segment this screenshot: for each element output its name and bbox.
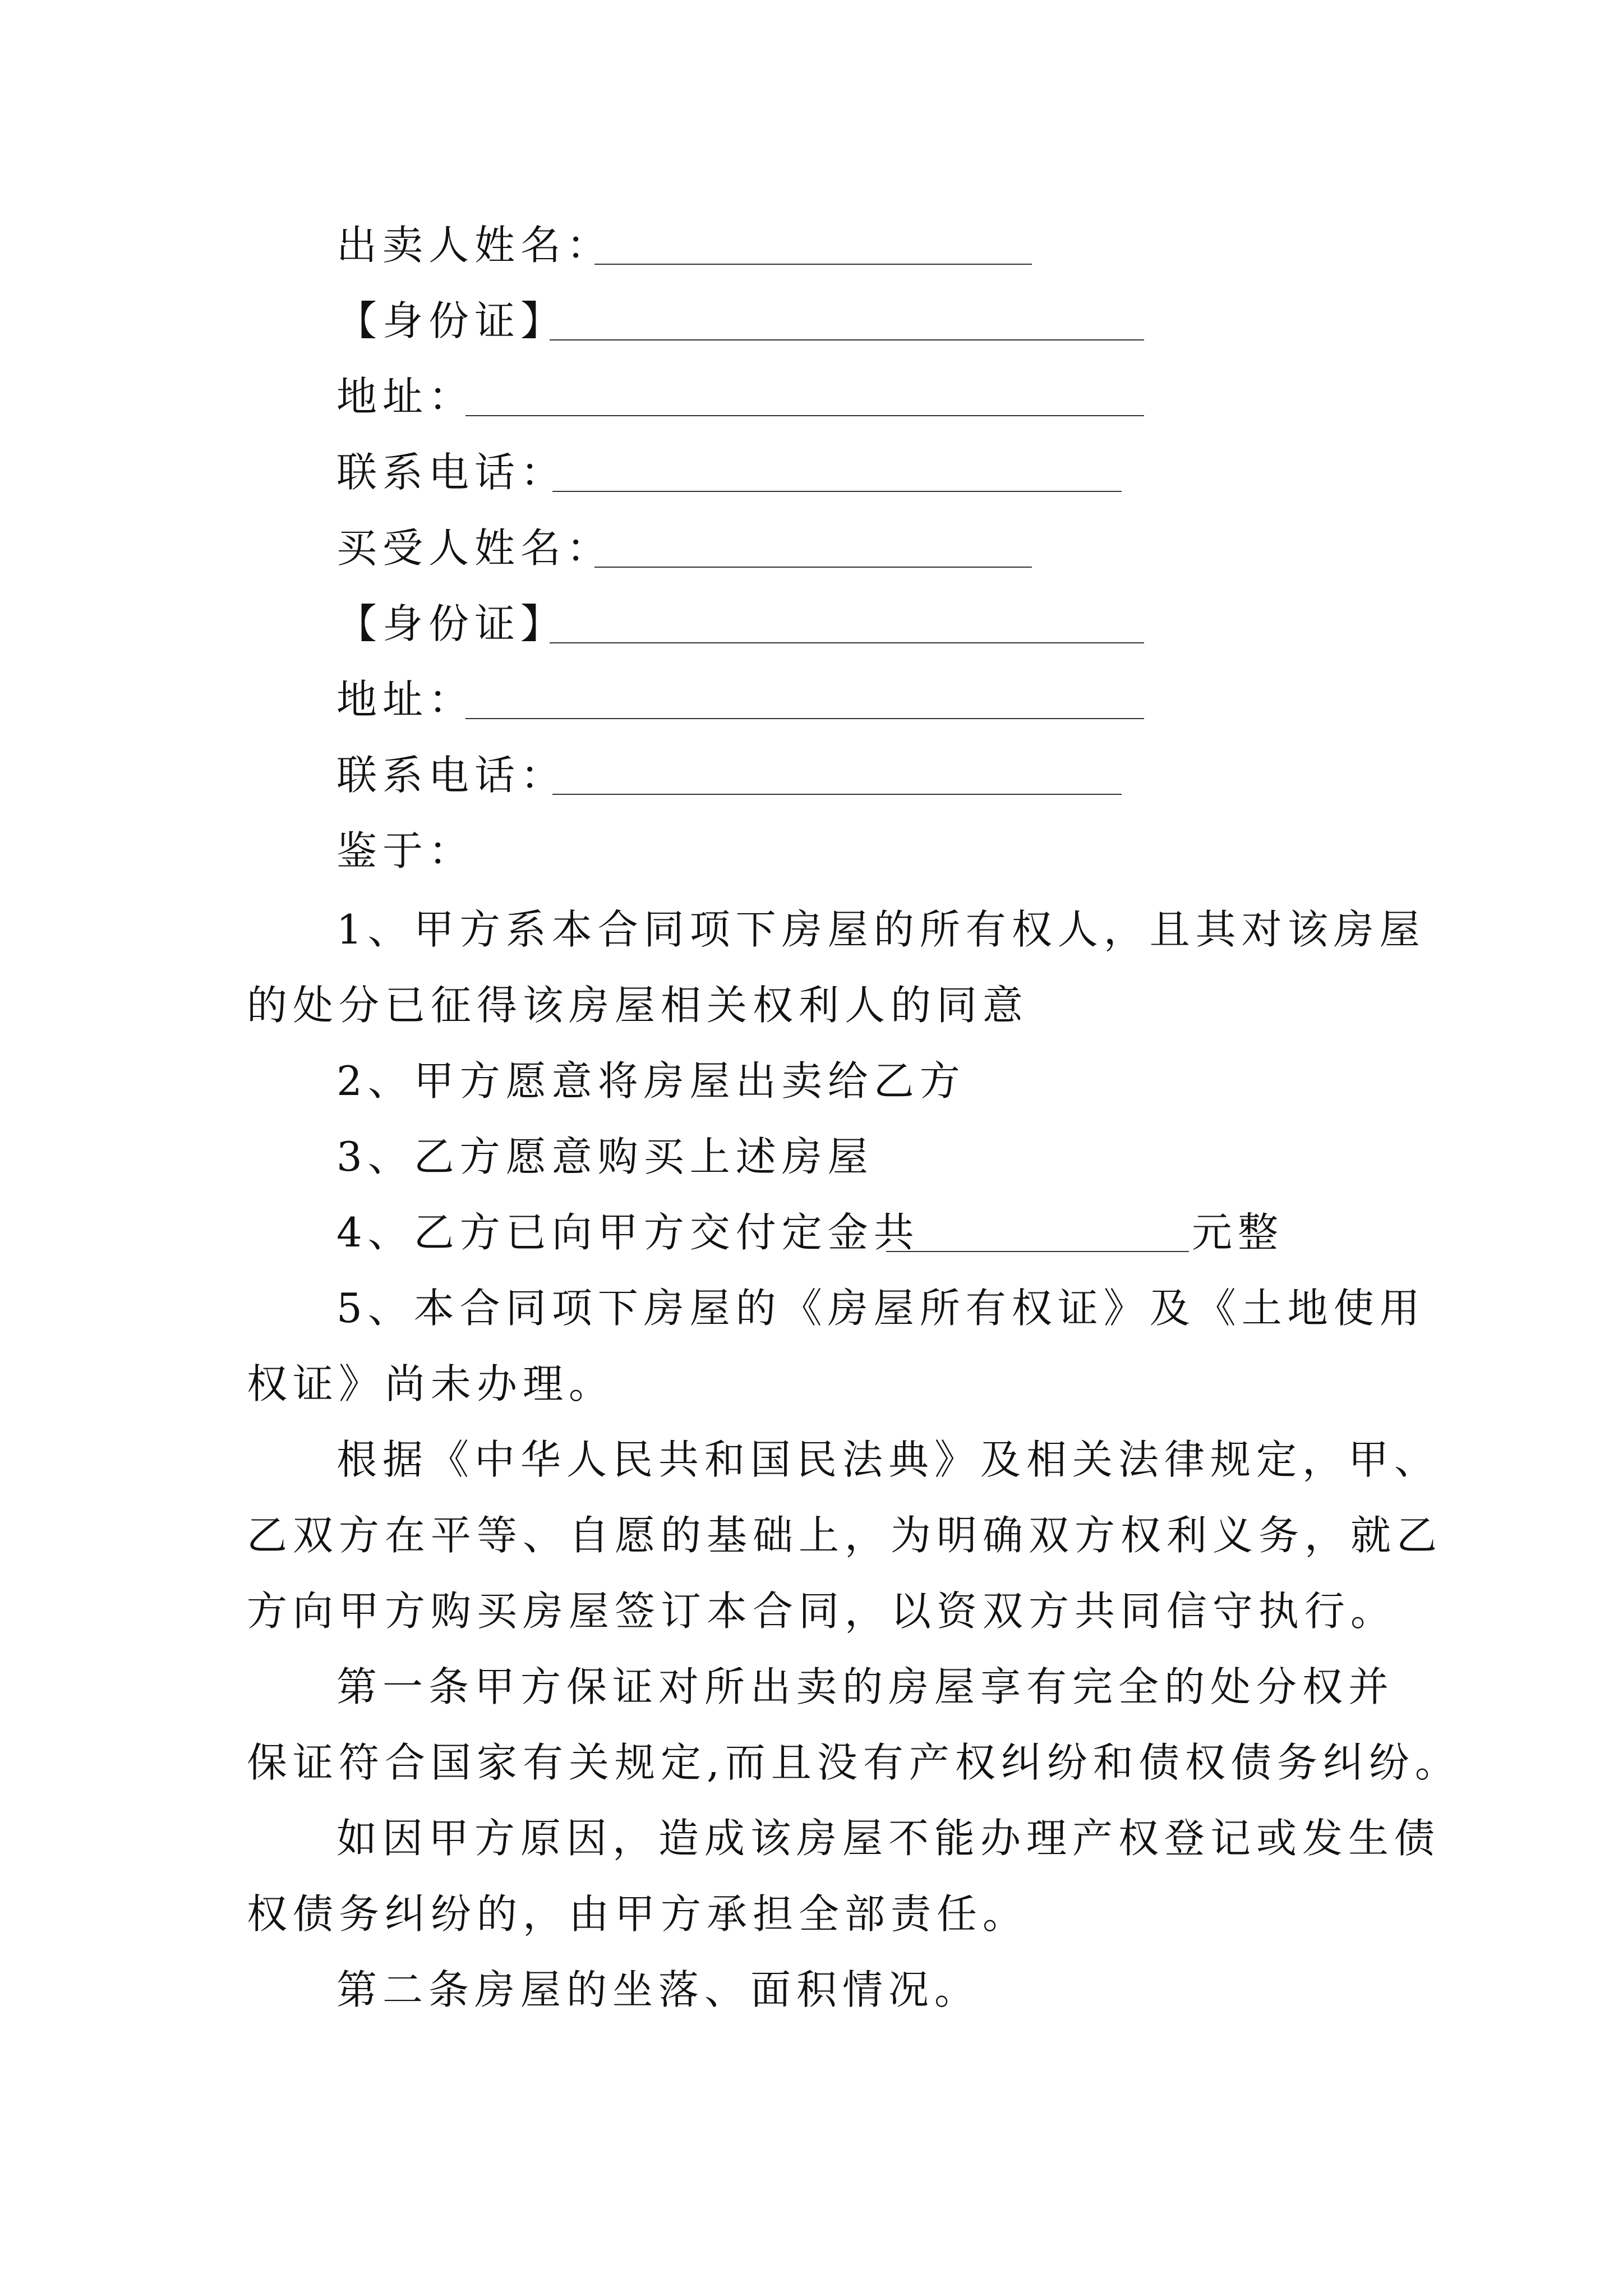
whereas-heading: 鉴于： [336, 827, 475, 875]
deposit-amount-blank [886, 1251, 1189, 1252]
whereas-item-5-line-2: 权证》尚未办理。 [247, 1360, 615, 1407]
whereas-item-1-line-1: 1、甲方系本合同项下房屋的所有权人，且其对该房屋 [336, 906, 1426, 953]
seller-phone-label: 联系电话： [336, 449, 567, 496]
seller-id-label: 【身份证】 [336, 297, 567, 344]
buyer-name-blank [594, 567, 1032, 568]
buyer-id-blank [550, 642, 1144, 643]
article-1-line-1: 第一条甲方保证对所出卖的房屋享有完全的处分权并 [336, 1663, 1395, 1710]
buyer-id-label: 【身份证】 [336, 600, 567, 647]
article-1-line-3: 如因甲方原因，造成该房屋不能办理产权登记或发生债 [336, 1815, 1441, 1862]
article-2-line-1: 第二条房屋的坐落、面积情况。 [336, 1966, 981, 2013]
whereas-item-4-prefix: 4、乙方已向甲方交付定金共 [336, 1209, 920, 1256]
seller-id-blank [550, 339, 1144, 341]
buyer-address-blank [465, 718, 1144, 719]
whereas-item-5-line-1: 5、本合同项下房屋的《房屋所有权证》及《土地使用 [336, 1285, 1426, 1332]
seller-phone-blank [552, 491, 1122, 492]
seller-address-blank [465, 415, 1144, 416]
seller-name-label: 出卖人姓名： [336, 222, 613, 269]
whereas-item-3: 3、乙方愿意购买上述房屋 [336, 1133, 874, 1180]
article-1-line-4: 权债务纠纷的，由甲方承担全部责任。 [247, 1890, 1029, 1938]
basis-line-3: 方向甲方购买房屋签订本合同，以资双方共同信守执行。 [247, 1588, 1397, 1635]
whereas-item-1-line-2: 的处分已征得该房屋相关权利人的同意 [247, 982, 1029, 1029]
basis-line-2: 乙双方在平等、自愿的基础上，为明确双方权利义务，就乙 [247, 1512, 1443, 1559]
whereas-item-4-suffix: 元整 [1192, 1209, 1284, 1256]
seller-name-blank [594, 264, 1032, 265]
basis-line-1: 根据《中华人民共和国民法典》及相关法律规定，甲、 [336, 1436, 1441, 1483]
article-1-line-2: 保证符合国家有关规定,而且没有产权纠纷和债权债务纠纷。 [247, 1739, 1461, 1786]
buyer-name-label: 买受人姓名： [336, 524, 613, 572]
whereas-item-2: 2、甲方愿意将房屋出卖给乙方 [336, 1057, 966, 1105]
buyer-address-label: 地址： [336, 676, 475, 723]
buyer-phone-blank [552, 794, 1122, 795]
seller-address-label: 地址： [336, 373, 475, 420]
buyer-phone-label: 联系电话： [336, 752, 567, 799]
